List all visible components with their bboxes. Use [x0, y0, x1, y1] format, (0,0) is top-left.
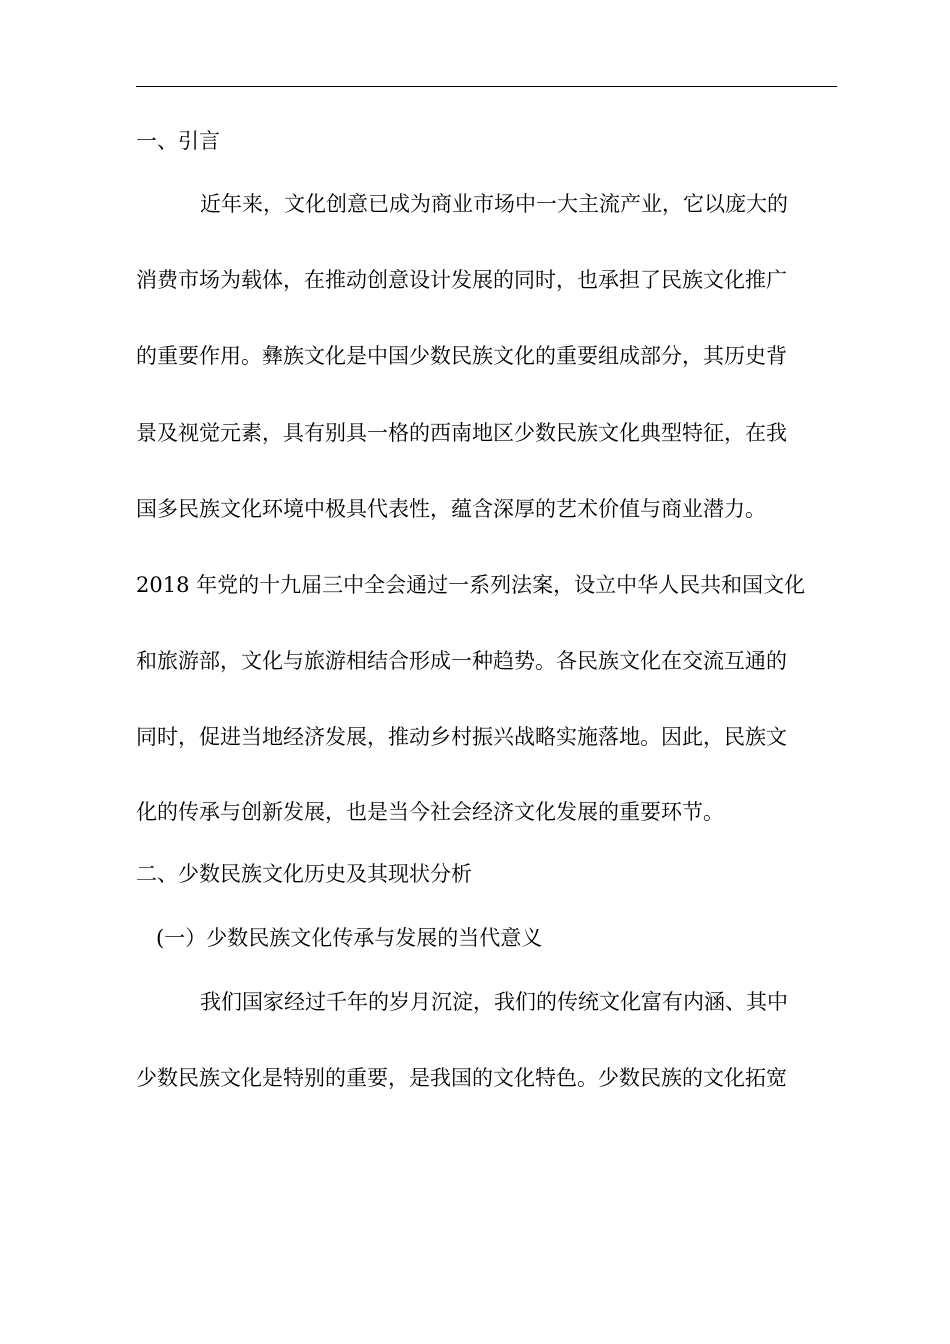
subsection-heading: (一）少数民族文化传承与发展的当代意义 — [156, 926, 543, 950]
section-heading-analysis: 二、少数民族文化历史及其现状分析 — [136, 862, 472, 886]
paragraph-line: 景及视觉元素，具有别具一格的西南地区少数民族文化典型特征，在我 — [136, 421, 787, 445]
paragraph-line: 2018 年党的十九届三中全会通过一系列法案，设立中华人民共和国文化 — [136, 573, 806, 597]
paragraph-line: 国多民族文化环境中极具代表性，蕴含深厚的艺术价值与商业潜力。 — [136, 497, 766, 521]
paragraph-line: 我们国家经过千年的岁月沉淀，我们的传统文化富有内涵、其中 — [200, 990, 788, 1014]
paragraph-line: 近年来，文化创意已成为商业市场中一大主流产业，它以庞大的 — [200, 192, 788, 216]
paragraph-line: 消费市场为载体，在推动创意设计发展的同时，也承担了民族文化推广 — [136, 268, 787, 292]
paragraph-line: 少数民族文化是特别的重要，是我国的文化特色。少数民族的文化拓宽 — [136, 1066, 787, 1090]
header-rule — [136, 86, 837, 87]
section-heading-introduction: 一、引言 — [136, 129, 220, 153]
paragraph-line: 化的传承与创新发展，也是当今社会经济文化发展的重要环节。 — [136, 800, 724, 824]
paragraph-line: 和旅游部，文化与旅游相结合形成一种趋势。各民族文化在交流互通的 — [136, 649, 787, 673]
paragraph-line: 同时，促进当地经济发展，推动乡村振兴战略实施落地。因此，民族文 — [136, 725, 787, 749]
paragraph-line: 的重要作用。彝族文化是中国少数民族文化的重要组成部分，其历史背 — [136, 344, 787, 368]
